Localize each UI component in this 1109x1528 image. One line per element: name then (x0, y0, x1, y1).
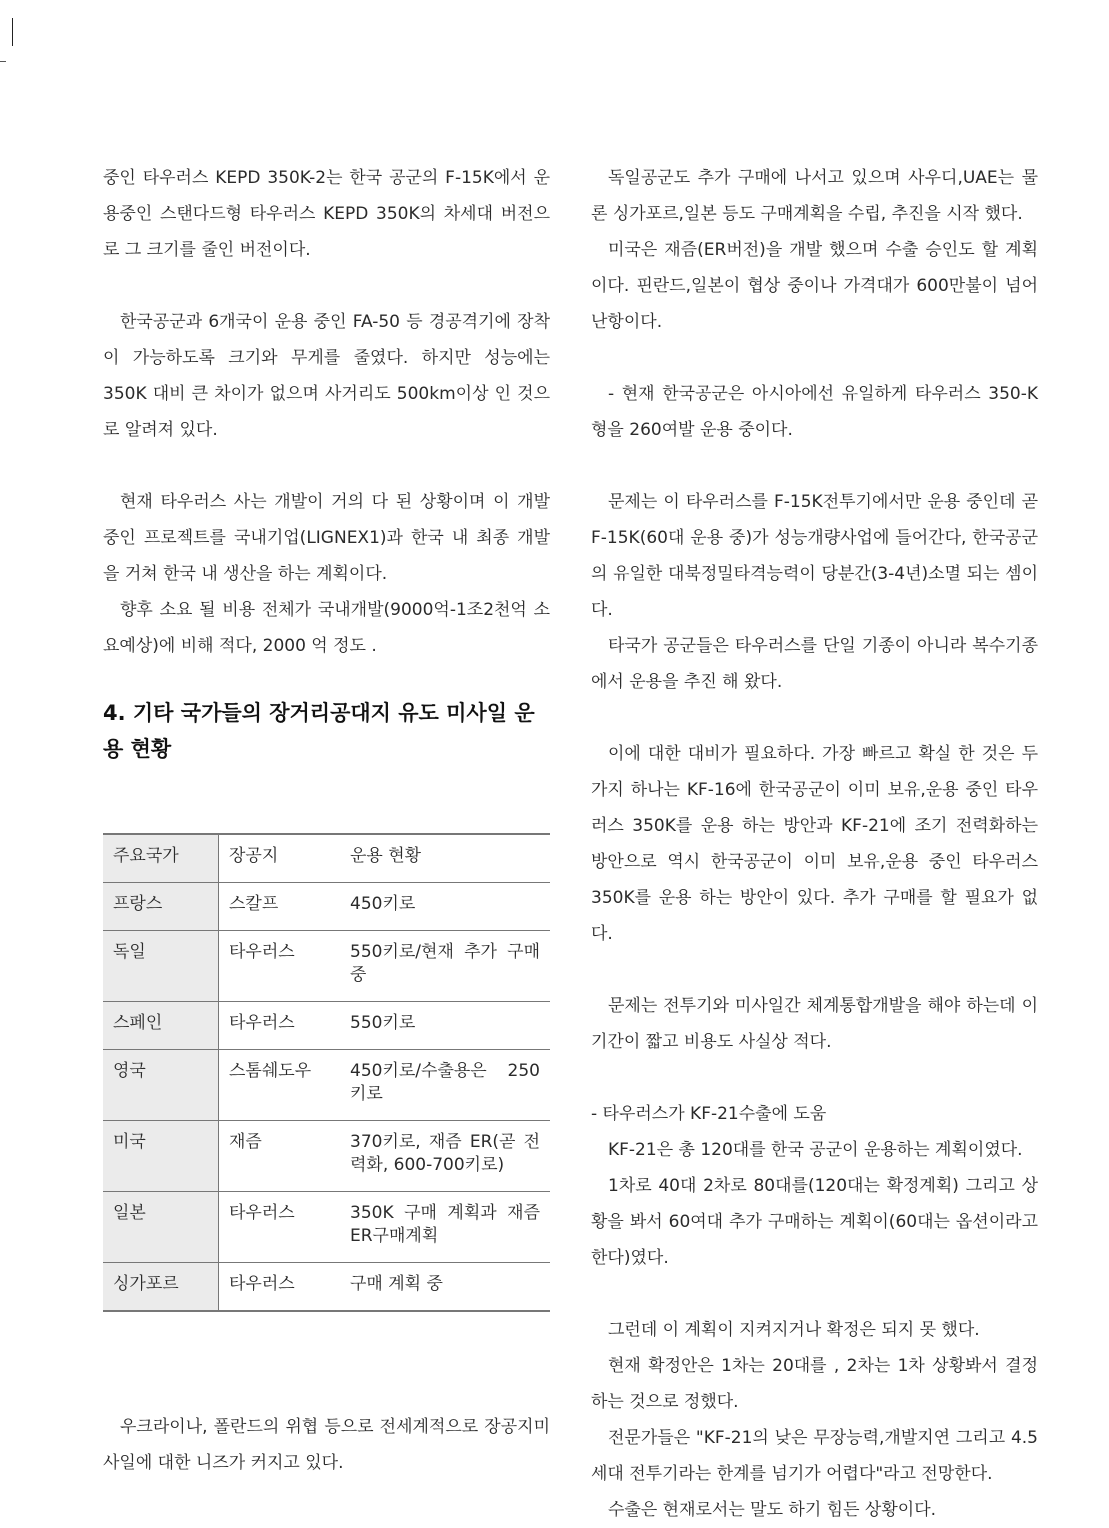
table-row (103, 1050, 550, 1121)
table-cell-country: 스페인 (103, 1002, 219, 1050)
right-paragraph-3: - 현재 한국공군은 아시아에선 유일하게 타우러스 350-K형을 260여발 운용 중이다. (591, 384, 1038, 440)
section-heading: 4. 기타 국가들의 장거리공대지 유도 미사일 운용 현황 (103, 701, 535, 761)
table-row (103, 1192, 550, 1263)
table-row (103, 1002, 550, 1050)
table-cell-status: 450키로/수출용은 250키로 (340, 1050, 550, 1121)
left-paragraph-1: 중인 타우러스 KEPD 350K-2는 한국 공군의 F-15K에서 운용중인 스탠다드형 타우러스 KEPD 350K의 차세대 버전으로 그 크기를 줄인 버전이다. (103, 168, 550, 260)
right-paragraph-13: 전문가들은 "KF-21의 낮은 무장능력,개발지연 그리고 4.5세대 전투기라는 한계를 넘기가 어렵다"라고 전망한다. (591, 1428, 1038, 1484)
table-cell-status: 370키로, 재즘 ER(곧 전력화, 600-700키로) (340, 1121, 550, 1192)
left-paragraph-2: 한국공군과 6개국이 운용 중인 FA-50 등 경공격기에 장착이 가능하도록 크기와 무게를 줄였다. 하지만 성능에는 350K 대비 큰 차이가 없으며 사거리도 500km이상 인 것으로 알려져 있다. (103, 312, 550, 440)
table-row (103, 1121, 550, 1192)
right-paragraph-1: 독일공군도 추가 구매에 나서고 있으며 사우디,UAE는 물론 싱가포르,일본 등도 구매계획을 수립, 추진을 시작 했다. (591, 168, 1038, 224)
table-header-cell: 주요국가 (103, 834, 219, 883)
table-cell-status: 구매 계획 중 (340, 1263, 550, 1312)
left-paragraph-4: 향후 소요 될 비용 전체가 국내개발(9000억-1조2천억 소요예상)에 비해 적다, 2000 억 정도 . (103, 600, 550, 656)
crop-mark-vertical (12, 18, 13, 46)
table-cell-country: 일본 (103, 1192, 219, 1263)
right-paragraph-10: 1차로 40대 2차로 80대를(120대는 확정계획) 그리고 상황을 봐서 60여대 추가 구매하는 계획이(60대는 옵션이라고 한다)였다. (591, 1176, 1038, 1268)
left-paragraph-3: 현재 타우러스 사는 개발이 거의 다 된 상황이며 이 개발 중인 프로젝트를 국내기업(LIGNEX1)과 한국 내 최종 개발을 거쳐 한국 내 생산을 하는 계획이다. (103, 492, 550, 584)
table-cell-country: 영국 (103, 1050, 219, 1121)
table-header-cell: 운용 현황 (340, 834, 550, 883)
table-cell-missile: 재즘 (219, 1121, 341, 1192)
right-paragraph-11: 그런데 이 계획이 지켜지거나 확정은 되지 못 했다. (608, 1320, 980, 1340)
table-cell-missile: 타우러스 (219, 1192, 341, 1263)
table-cell-missile: 스칼프 (219, 883, 341, 931)
table-row (103, 1263, 550, 1312)
table-cell-country: 독일 (103, 931, 219, 1002)
table-row (103, 883, 550, 931)
left-column (103, 160, 550, 1481)
table-cell-missile: 스톰쉐도우 (219, 1050, 341, 1121)
table-cell-status: 350K 구매 계획과 재즘 ER구매계획 (340, 1192, 550, 1263)
table-header-cell: 장공지 (219, 834, 341, 883)
table-row (103, 931, 550, 1002)
right-paragraph-4: 문제는 이 타우러스를 F-15K전투기에서만 운용 중인데 곧 F-15K(60대 운용 중)가 성능개량사업에 들어간다, 한국공군의 유일한 대북정밀타격능력이 당분간(3-4년)소멸 되는 셈이다. (591, 492, 1038, 620)
table-cell-country: 프랑스 (103, 883, 219, 931)
crop-mark-horizontal (0, 61, 6, 62)
table-cell-missile: 타우러스 (219, 931, 341, 1002)
table-cell-missile: 타우러스 (219, 1263, 341, 1312)
right-column (591, 160, 1038, 1528)
right-paragraph-8: - 타우러스가 KF-21수출에 도움 (591, 1104, 827, 1124)
right-paragraph-12: 현재 확정안은 1차는 20대를 , 2차는 1차 상황봐서 결정 하는 것으로 정했다. (591, 1356, 1038, 1412)
table-header-row (103, 834, 550, 883)
right-paragraph-9: KF-21은 총 120대를 한국 공군이 운용하는 계획이였다. (608, 1140, 1023, 1160)
table-cell-country: 미국 (103, 1121, 219, 1192)
right-paragraph-7: 문제는 전투기와 미사일간 체계통합개발을 해야 하는데 이기간이 짧고 비용도 사실상 적다. (591, 996, 1038, 1052)
table-cell-missile: 타우러스 (219, 1002, 341, 1050)
right-paragraph-6: 이에 대한 대비가 필요하다. 가장 빠르고 확실 한 것은 두가지 하나는 KF-16에 한국공군이 이미 보유,운용 중인 타우러스 350K를 운용 하는 방안과 KF-21에 조기 전력화하는 방안으로 역시 한국공군이 이미 보유,운용 중인 타우러스 350K를 운용 하는 방안이 있다. 추가 구매를 할 필요가 없다. (591, 744, 1038, 944)
left-paragraph-5: 우크라이나, 폴란드의 위협 등으로 전세계적으로 장공지미사일에 대한 니즈가 커지고 있다. (103, 1417, 550, 1473)
table-cell-status: 550키로/현재 추가 구매중 (340, 931, 550, 1002)
table-cell-status: 450키로 (340, 883, 550, 931)
table-cell-status: 550키로 (340, 1002, 550, 1050)
right-paragraph-2: 미국은 재즘(ER버전)을 개발 했으며 수출 승인도 할 계획이다. 핀란드,일본이 협상 중이나 가격대가 600만불이 넘어 난항이다. (591, 240, 1038, 332)
right-paragraph-5: 타국가 공군들은 타우러스를 단일 기종이 아니라 복수기종에서 운용을 추진 해 왔다. (591, 636, 1038, 692)
missile-operations-table (103, 833, 550, 1312)
right-paragraph-14: 수출은 현재로서는 말도 하기 힘든 상황이다. (608, 1500, 937, 1520)
table-cell-country: 싱가포르 (103, 1263, 219, 1312)
